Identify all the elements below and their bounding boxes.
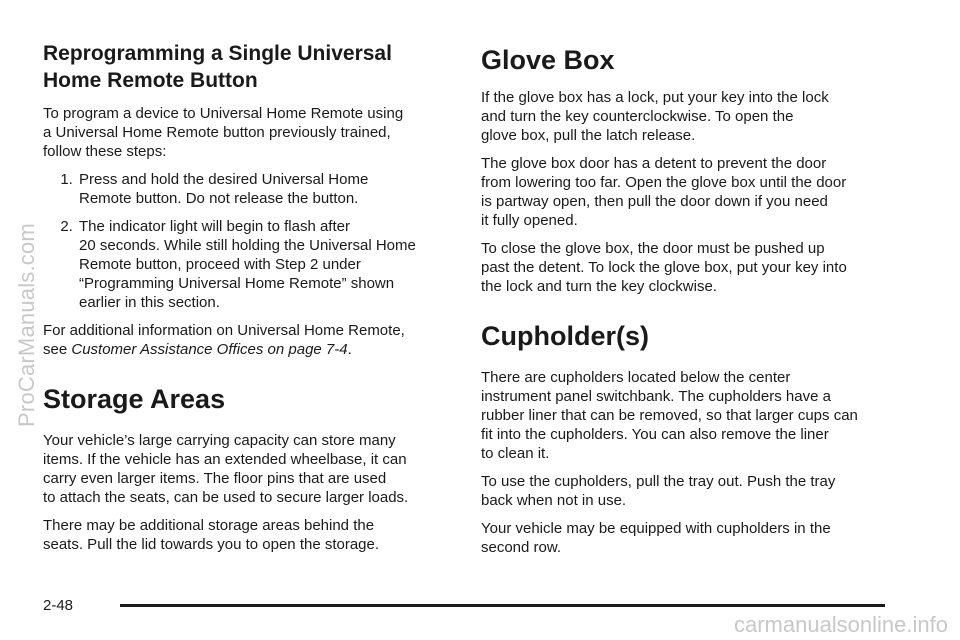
step-item: 1. Press and hold the desired Universal Home Remote button. Do not release the button. xyxy=(77,170,443,208)
storage-paragraph-1: Your vehicle’s large carrying capacity can store many items. If the vehicle has an extended wheelbase, it can carry even larger items. The floor pins that are used to attach the seats, can be used to secure larger loads. xyxy=(43,432,409,506)
glove-paragraph-1: If the glove box has a lock, put your key into the lock and turn the key counterclockwise. To open the glove box, pull the latch release. xyxy=(481,89,829,144)
step-item: 2. The indicator light will begin to flash after 20 seconds. While still holding the Universal Home Remote button, proceed with Step 2 under “Programming Universal Home Remote” shown earlier in this section. xyxy=(77,217,443,312)
section-heading-cupholders: Cupholder(s) xyxy=(481,321,649,351)
page-number: 2-48 xyxy=(43,597,74,614)
steps-list xyxy=(43,170,443,312)
cupholder-paragraph-3: Your vehicle may be equipped with cupholders in the second row. xyxy=(481,520,831,556)
right-column xyxy=(481,40,891,566)
section-heading-glove-box: Glove Box xyxy=(481,45,615,75)
additional-info-prefix: For additional information on Universal Home Remote, see xyxy=(43,322,405,358)
footer-watermark: carmanualsonline.info xyxy=(733,612,948,637)
cupholder-paragraph-1: There are cupholders located below the center instrument panel switchbank. The cupholders have a rubber liner that can be removed, so that larger cups can fit into the cupholders. You can also remove the liner to clean it. xyxy=(481,369,858,462)
section-heading-storage: Storage Areas xyxy=(43,384,226,414)
cupholder-paragraph-2: To use the cupholders, pull the tray out. Push the tray back when not in use. xyxy=(481,473,836,509)
section-heading-reprogramming: Reprogramming a Single Universal Home Remote Button xyxy=(43,42,392,92)
glove-paragraph-2: The glove box door has a detent to prevent the door from lowering too far. Open the glove box until the door is partway open, then pull the door down if you need it fully opened. xyxy=(481,155,847,229)
additional-info-paragraph xyxy=(43,321,443,359)
footer-divider xyxy=(120,604,885,607)
storage-paragraph-2: There may be additional storage areas behind the seats. Pull the lid towards you to open the storage. xyxy=(43,517,380,553)
additional-info-suffix: . xyxy=(347,341,352,358)
glove-paragraph-3: To close the glove box, the door must be pushed up past the detent. To lock the glove box, put your key into the lock and turn the key clockwise. xyxy=(481,240,847,295)
cross-reference-link[interactable]: Customer Assistance Offices on page 7-4 xyxy=(71,341,348,358)
left-column xyxy=(43,40,443,563)
watermark-text: ProCarManuals.com xyxy=(14,223,40,427)
intro-paragraph: To program a device to Universal Home Remote using a Universal Home Remote button previously trained, follow these steps: xyxy=(43,105,404,160)
